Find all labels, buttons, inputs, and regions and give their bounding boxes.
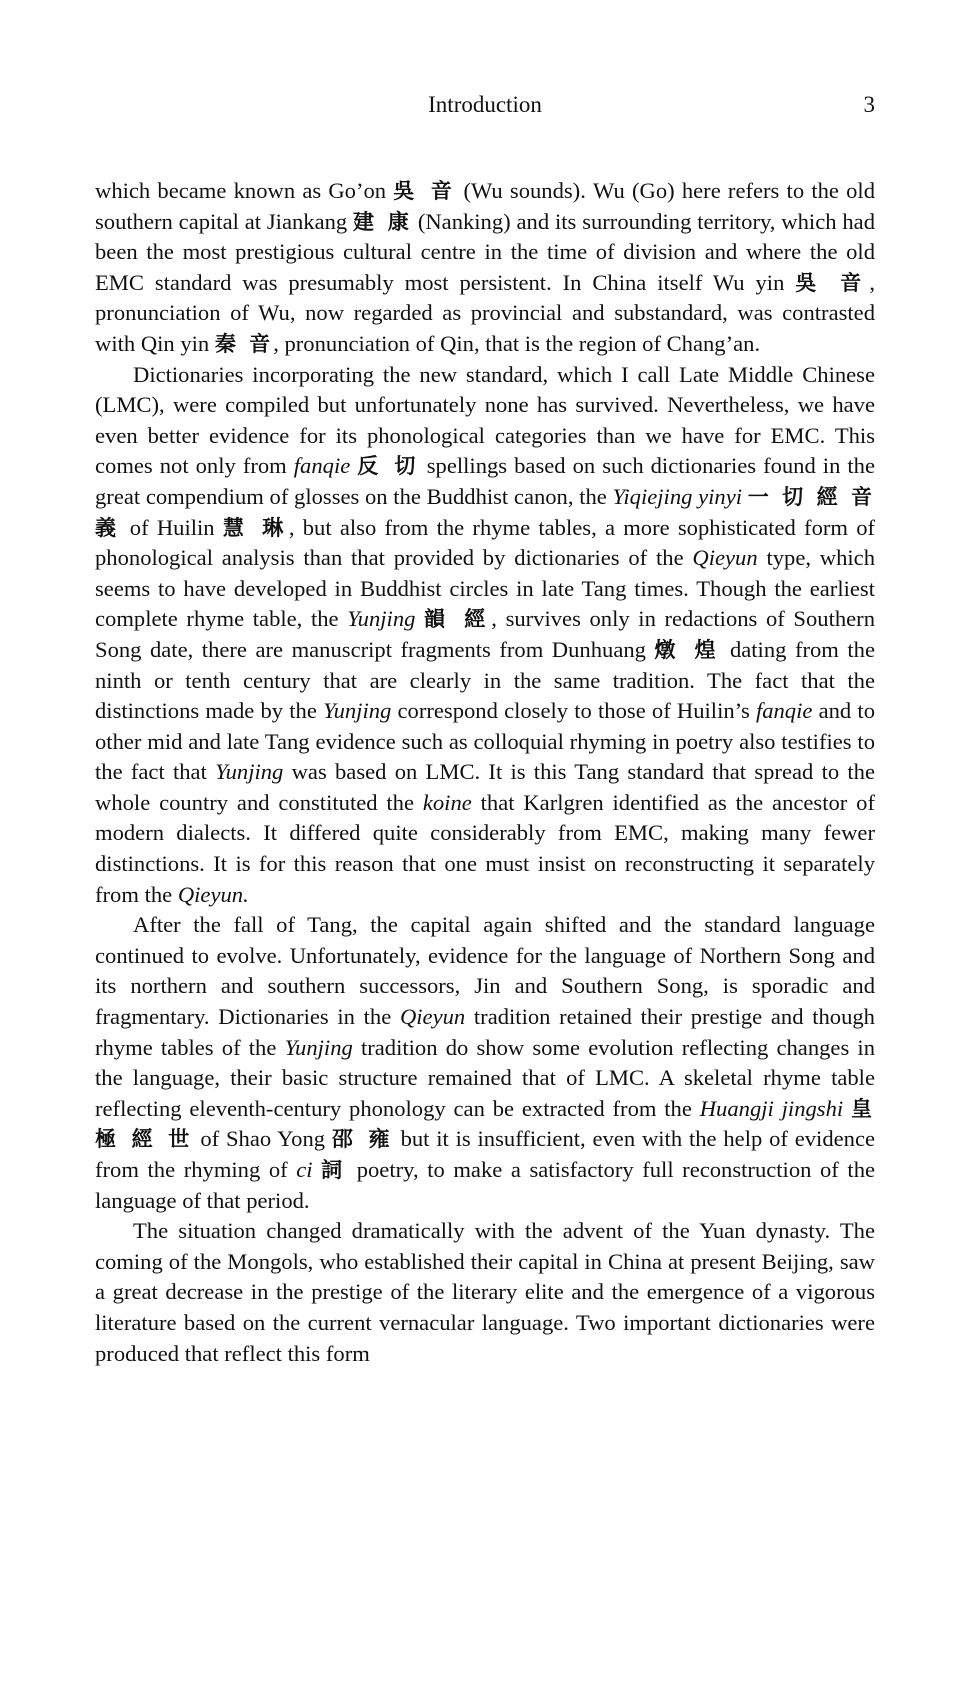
text-run: dating from the ninth or tenth century that are clearly in the same tradition. The fact that the distinctions made by the xyxy=(95,636,875,724)
text-run: that Karlgren identified as the ancestor of modern dialects. It differed quite considerably from EMC, making many fewer distinctions. It is for this reason that one must insist on reconstructing it separately from the xyxy=(95,789,875,907)
chinese-characters: 吳 音 xyxy=(795,270,870,295)
italic-term: Qieyun. xyxy=(177,881,249,907)
chinese-characters: 詞 xyxy=(321,1158,349,1182)
italic-term: koine xyxy=(422,789,472,815)
text-run: spellings based on such dictionaries found in the great compendium of glosses on the Buddhist canon, the xyxy=(95,453,875,509)
chinese-characters: 吳 音 xyxy=(393,179,457,203)
chinese-characters: 邵 雍 xyxy=(331,1127,394,1152)
chinese-characters: 一 切 經 音 義 xyxy=(95,484,875,540)
running-title: Introduction xyxy=(428,92,542,117)
chinese-characters: 反 切 xyxy=(357,454,420,479)
italic-term: Yunjing xyxy=(284,1034,353,1060)
chinese-characters: 秦 音 xyxy=(214,331,274,356)
paragraph xyxy=(95,1216,875,1369)
text-run xyxy=(415,606,424,631)
paragraph xyxy=(95,360,875,911)
text-run: type, which seems to have developed in Buddhist circles in late Tang times. Though the earliest complete rhyme table, the xyxy=(95,545,876,632)
italic-term: fanqie xyxy=(755,698,813,724)
text-run xyxy=(313,1157,322,1182)
italic-term: Qieyun xyxy=(692,545,758,571)
text-run: , pronunciation of Wu, now regarded as provincial and substandard, was contrasted with Qin yin xyxy=(95,269,876,356)
italic-term: Yunjing xyxy=(323,698,392,724)
italic-term: Yunjing xyxy=(215,759,284,785)
text-run: and to other mid and late Tang evidence such as colloquial rhyming in poetry also testifies to the fact that xyxy=(95,698,875,785)
chinese-characters: 慧 琳 xyxy=(222,515,289,540)
italic-term: Huangji jingshi xyxy=(699,1095,844,1121)
chinese-characters: 韻 經 xyxy=(424,607,492,632)
text-run: , survives only in redactions of Southern Song date, there are manuscript fragments from Dunhuang xyxy=(95,606,875,662)
text-run: , pronunciation of Qin, that is the region of Chang’an. xyxy=(273,330,761,356)
italic-term: Qieyun xyxy=(399,1004,466,1030)
italic-term: ci xyxy=(296,1157,313,1182)
text-run: was based on LMC. It is this Tang standard that spread to the whole country and constituted the xyxy=(95,759,875,815)
text-run: which became known as Go’on xyxy=(95,178,394,203)
text-run: of Huilin xyxy=(121,514,223,540)
text-run: After the fall of Tang, the capital again shifted and the standard language continued to evolve. Unfortunately, evidence for the language of Northern Song and its northern and southern successors, Jin and Southern Song, is sporadic and fragmentary. Dictionaries in the xyxy=(95,912,875,1030)
text-run: The situation changed dramatically with the advent of the Yuan dynasty. The coming of the Mongols, who established their capital in China at present Beijing, saw a great decrease in the prestige of the literary elite and the emergence of a vigorous literature based on the current vernacular language. Two important dictionaries were produced that reflect this form xyxy=(95,1218,875,1366)
italic-term: fanqie xyxy=(293,453,351,479)
body-text xyxy=(95,176,875,1369)
paragraph xyxy=(95,176,875,360)
paragraph xyxy=(95,910,875,1216)
text-run: tradition do show some evolution reflecting changes in the language, their basic structure remained that of LMC. A skeletal rhyme table reflecting eleventh-century phonology can be extracted from the xyxy=(95,1034,875,1121)
text-run: poetry, to make a satisfactory full reconstruction of the language of that period. xyxy=(95,1157,876,1213)
text-run: (Wu sounds). Wu (Go) here refers to the old southern capital at Jiankang xyxy=(95,178,876,234)
italic-term: Yunjing xyxy=(347,606,416,632)
text-run xyxy=(843,1096,851,1121)
text-run: , but also from the rhyme tables, a more sophisticated form of phonological analysis than that provided by dictionaries of the xyxy=(95,514,876,571)
chinese-characters: 建 康 xyxy=(353,209,412,234)
page-number: 3 xyxy=(863,92,875,117)
text-run: of Shao Yong xyxy=(193,1126,332,1152)
text-run: (Nanking) and its surrounding territory, which had been the most prestigious cultural centre in the time of division and where the old EMC standard was presumably most persistent. In China itself Wu yin xyxy=(95,208,875,295)
text-run: correspond closely to those of Huilin’s xyxy=(391,698,756,724)
text-run: but it is insufficient, even with the help of evidence from the rhyming of xyxy=(95,1126,876,1182)
running-head xyxy=(95,92,875,126)
chinese-characters: 皇 極 經 世 xyxy=(95,1096,875,1152)
text-run: tradition retained their prestige and though rhyme tables of the xyxy=(95,1004,875,1060)
text-run: Dictionaries incorporating the new standard, which I call Late Middle Chinese (LMC), were compiled but unfortunately none has survived. Nevertheless, we have even better evidence for its phonological categories than we have for EMC. This comes not only from xyxy=(95,361,875,479)
italic-term: Yiqiejing yinyi xyxy=(612,483,743,509)
chinese-characters: 燉 煌 xyxy=(654,637,722,662)
